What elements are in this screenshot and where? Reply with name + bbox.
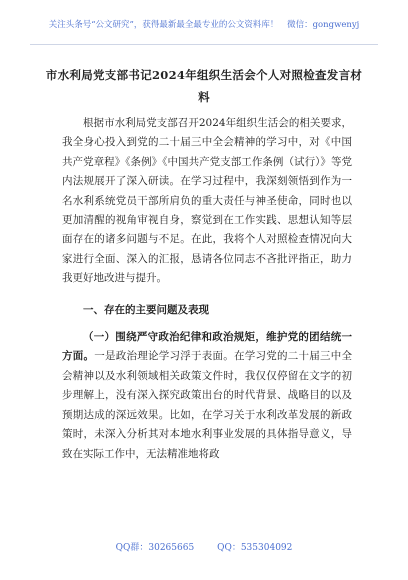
subsection-heading: （一）围绕严守政治纪律和政治规矩，维护党的团结统一方面。 <box>62 331 352 363</box>
wechat-id: 微信：gongwenyj <box>287 20 360 30</box>
qq-number: QQ：535304092 <box>217 543 293 553</box>
document-title: 市水利局党支部书记2024年组织生活会个人对照检查发言材料 <box>45 68 363 104</box>
subsection-paragraph <box>62 328 352 464</box>
promo-text: 关注头条号“公文研究”，获得最新最全最专业的公文资料库！ <box>48 20 279 30</box>
qq-group: QQ群：30265665 <box>115 543 195 553</box>
promo-header <box>0 18 408 30</box>
document-body <box>62 114 352 464</box>
subsection-text: 一是政治理论学习浮于表面。在学习党的二十届三中全会精神以及水利领域相关政策文件时，我仅仅停留在文字的初步理解上，没有深入探究政策出台的时代背景、战略目的以及预期达成的深远效果。比如，在学习关于水利改革发展的新政策时，未深入分析其对本地水利事业发展的具体指导意义，导致在实际工作中，无法精准地将政 <box>62 350 352 460</box>
section-heading: 一、存在的主要问题及表现 <box>83 303 209 316</box>
contact-footer <box>0 540 408 553</box>
header-divider <box>30 44 378 45</box>
intro-paragraph: 根据市水利局党支部召开2024年组织生活会的相关要求，我全身心投入到党的二十届三中全会精神的学习中，对《中国共产党章程》《条例》《中国共产党支部工作条例（试行）》等党内法规展开了深入研读。在学习过程中，我深刻领悟到作为一名水利系统党员干部所肩负的重大责任与神圣使命，同时也以更加清醒的视角审视自身，察觉到在工作实践、思想认知等层面存在的诸多问题与不足。在此，我将个人对照检查情况向大家进行全面、深入的汇报，恳请各位同志不吝批评指正，助力我更好地改进与提升。 <box>62 117 352 285</box>
